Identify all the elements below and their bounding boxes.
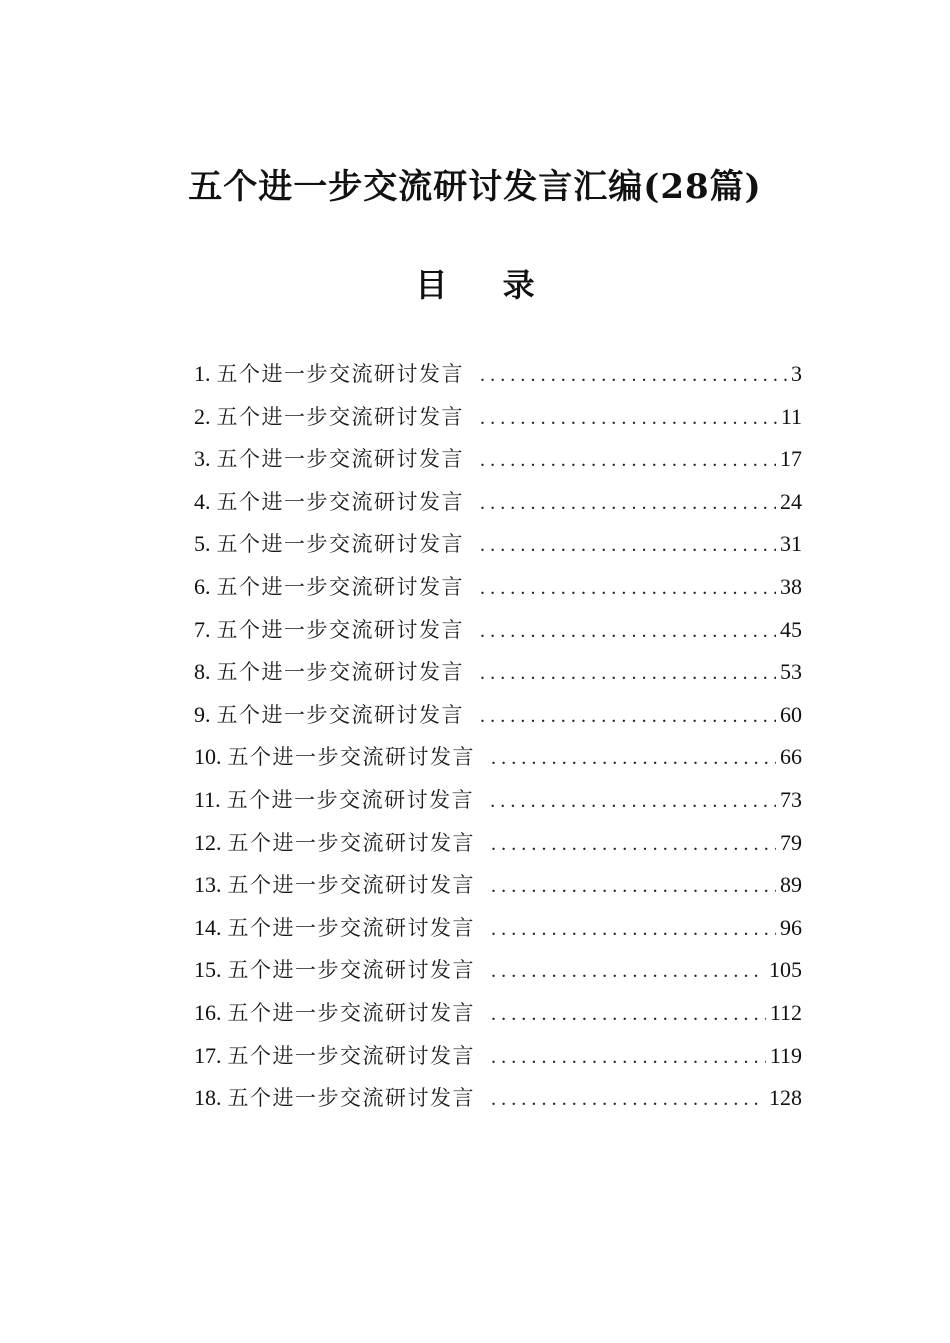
toc-entry[interactable] xyxy=(194,481,802,524)
toc-entry-number: 16. xyxy=(194,999,222,1025)
toc-entry-page-number: 53 xyxy=(780,659,802,685)
toc-entry-number: 2. xyxy=(194,403,211,429)
toc-entry-page-number: 128 xyxy=(769,1085,802,1111)
toc-entry-number: 6. xyxy=(194,573,211,599)
toc-entry-number: 14. xyxy=(194,914,222,940)
toc-entry-page-number: 11 xyxy=(780,403,802,429)
toc-heading: 目 录 xyxy=(415,266,557,304)
toc-entry-title: 五个进一步交流研讨发言 xyxy=(216,574,464,599)
toc-entry-title: 五个进一步交流研讨发言 xyxy=(227,1086,475,1111)
toc-entry-title: 五个进一步交流研讨发言 xyxy=(227,958,475,983)
toc-entry-page-number: 73 xyxy=(780,786,802,812)
toc-entry-page-number: 3 xyxy=(791,361,802,386)
toc-entry-page-number: 38 xyxy=(780,573,802,599)
toc-entry[interactable] xyxy=(194,353,802,396)
toc-dot-leader xyxy=(480,567,776,610)
toc-entry-page-number: 31 xyxy=(780,531,802,557)
toc-entry[interactable] xyxy=(194,566,802,609)
toc-dot-leader xyxy=(480,397,777,440)
toc-entry[interactable] xyxy=(194,1035,802,1078)
document-title: 五个进一步交流研讨发言汇编(28篇) xyxy=(188,167,762,207)
toc-entry[interactable] xyxy=(194,907,802,950)
toc-entry-title: 五个进一步交流研讨发言 xyxy=(216,617,464,642)
toc-dot-leader xyxy=(491,1036,766,1079)
toc-dot-leader xyxy=(491,865,776,908)
toc-dot-leader xyxy=(491,950,765,993)
toc-entry[interactable] xyxy=(194,396,802,439)
toc-entry-number: 4. xyxy=(194,488,211,514)
toc-entry[interactable] xyxy=(194,736,802,779)
toc-entry-page-number: 119 xyxy=(769,1042,802,1068)
toc-entry[interactable] xyxy=(194,523,802,566)
toc-entry-number: 5. xyxy=(194,531,211,557)
toc-dot-leader xyxy=(490,780,776,823)
toc-entry-page-number: 24 xyxy=(780,488,802,514)
toc-dot-leader xyxy=(491,1078,765,1121)
toc-dot-leader xyxy=(491,823,776,866)
toc-entry-title: 五个进一步交流研讨发言 xyxy=(227,830,475,855)
toc-dot-leader xyxy=(480,354,787,397)
toc-entry-number: 3. xyxy=(194,446,211,472)
toc-entry[interactable] xyxy=(194,609,802,652)
toc-entry-title: 五个进一步交流研讨发言 xyxy=(227,745,475,770)
table-of-contents xyxy=(194,353,802,1120)
toc-entry-number: 13. xyxy=(194,872,222,898)
toc-entry-page-number: 89 xyxy=(780,872,802,898)
toc-entry-number: 1. xyxy=(194,361,211,386)
toc-entry-title: 五个进一步交流研讨发言 xyxy=(227,873,475,898)
toc-entry[interactable] xyxy=(194,864,802,907)
toc-entry-title: 五个进一步交流研讨发言 xyxy=(227,915,475,940)
toc-entry-page-number: 60 xyxy=(780,701,802,727)
toc-entry-title: 五个进一步交流研讨发言 xyxy=(216,447,464,472)
toc-entry[interactable] xyxy=(194,992,802,1035)
toc-entry-number: 17. xyxy=(194,1042,222,1068)
toc-dot-leader xyxy=(480,482,776,525)
toc-dot-leader xyxy=(491,737,776,780)
toc-entry-title: 五个进一步交流研讨发言 xyxy=(216,532,464,557)
toc-entry-number: 18. xyxy=(194,1085,222,1111)
toc-entry-title: 五个进一步交流研讨发言 xyxy=(216,404,464,429)
toc-entry-page-number: 112 xyxy=(769,999,802,1025)
toc-entry-number: 9. xyxy=(194,701,211,727)
toc-entry-page-number: 17 xyxy=(780,446,802,472)
toc-entry-page-number: 79 xyxy=(780,829,802,855)
toc-entry-number: 7. xyxy=(194,616,211,642)
toc-entry[interactable] xyxy=(194,651,802,694)
toc-entry-title: 五个进一步交流研讨发言 xyxy=(216,702,464,727)
toc-dot-leader xyxy=(480,695,776,738)
toc-entry-number: 12. xyxy=(194,829,222,855)
toc-entry-title: 五个进一步交流研讨发言 xyxy=(227,1000,475,1025)
toc-entry-number: 10. xyxy=(194,744,222,770)
toc-entry[interactable] xyxy=(194,779,802,822)
toc-dot-leader xyxy=(480,652,776,695)
toc-entry-number: 15. xyxy=(194,957,222,983)
toc-entry[interactable] xyxy=(194,949,802,992)
toc-entry-number: 8. xyxy=(194,659,211,685)
toc-dot-leader xyxy=(480,439,776,482)
toc-entry-title: 五个进一步交流研讨发言 xyxy=(216,362,464,386)
toc-entry-page-number: 105 xyxy=(769,957,802,983)
toc-entry[interactable] xyxy=(194,694,802,737)
toc-dot-leader xyxy=(491,908,776,951)
toc-dot-leader xyxy=(480,610,776,653)
toc-dot-leader xyxy=(480,524,776,567)
toc-entry-number: 11. xyxy=(194,786,221,812)
toc-entry[interactable] xyxy=(194,438,802,481)
toc-entry-page-number: 66 xyxy=(780,744,802,770)
toc-entry[interactable] xyxy=(194,1077,802,1120)
toc-entry-title: 五个进一步交流研讨发言 xyxy=(227,1043,475,1068)
toc-entry-page-number: 45 xyxy=(780,616,802,642)
toc-dot-leader xyxy=(491,993,766,1036)
toc-entry-title: 五个进一步交流研讨发言 xyxy=(216,489,464,514)
toc-entry-title: 五个进一步交流研讨发言 xyxy=(216,660,464,685)
toc-entry-title: 五个进一步交流研讨发言 xyxy=(226,787,475,812)
toc-entry-page-number: 96 xyxy=(780,914,802,940)
toc-entry[interactable] xyxy=(194,822,802,865)
